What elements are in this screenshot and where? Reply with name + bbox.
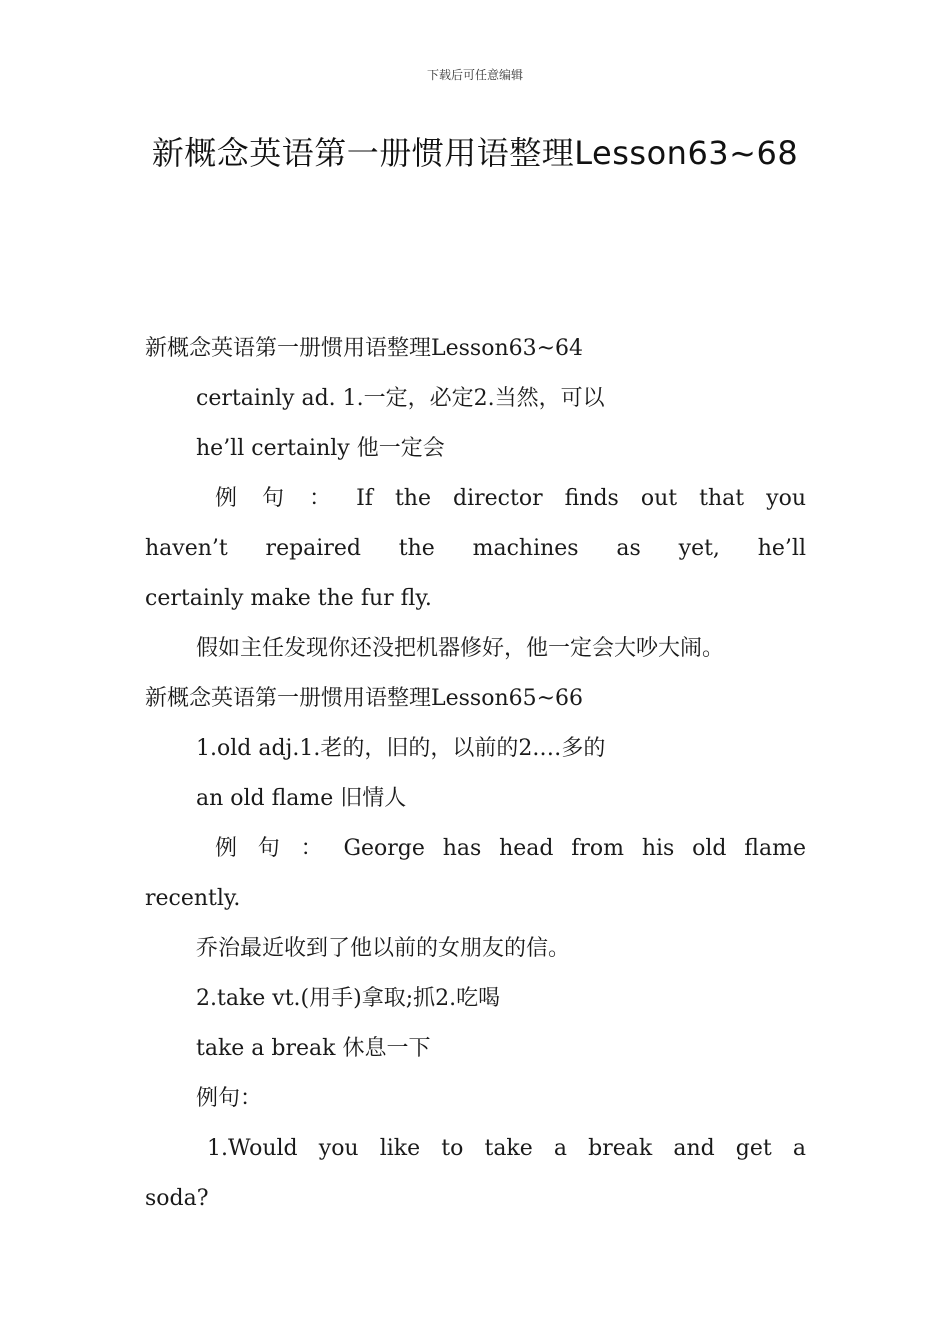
example-text: George has head from his old flame [343, 836, 806, 861]
example-sentence-line [145, 824, 806, 874]
example-sentence-line: recently. [145, 886, 241, 911]
example-sentence-line [145, 474, 806, 524]
section-heading-lesson63-64: 新概念英语第一册惯用语整理Lesson63~64 [145, 336, 584, 361]
phrase-hell-certainly: he’ll certainly 他一定会 [196, 436, 445, 461]
example-label: 例句： [215, 836, 344, 861]
phrase-take-a-break: take a break 休息一下 [196, 1036, 431, 1061]
document-title: 新概念英语第一册惯用语整理Lesson63~68 [151, 134, 799, 172]
phrase-an-old-flame: an old flame 旧情人 [196, 786, 407, 811]
example-sentence-line: haven’t repaired the machines as yet, he’ll [145, 536, 806, 561]
document-body [145, 324, 806, 1224]
vocab-certainly: certainly ad. 1.一定，必定2.当然，可以 [196, 386, 605, 411]
example-label: 例句： [215, 486, 357, 511]
section-heading-lesson65-66: 新概念英语第一册惯用语整理Lesson65~66 [145, 686, 584, 711]
example-text: If the director finds out that you [356, 486, 806, 511]
example-sentence-line: 1.Would you like to take a break and get a [207, 1136, 806, 1161]
vocab-take: 2.take vt.(用手)拿取;抓2.吃喝 [196, 986, 501, 1011]
vocab-old: 1.old adj.1.老的，旧的，以前的2.…多的 [196, 736, 606, 761]
example-label: 例句： [196, 1086, 263, 1111]
example-sentence-line: soda? [145, 1186, 209, 1211]
example-translation: 乔治最近收到了他以前的女朋友的信。 [196, 936, 571, 961]
example-translation: 假如主任发现你还没把机器修好，他一定会大吵大闹。 [196, 636, 725, 661]
example-sentence-line: certainly make the fur fly. [145, 586, 432, 611]
header-note: 下载后可任意编辑 [426, 68, 523, 82]
